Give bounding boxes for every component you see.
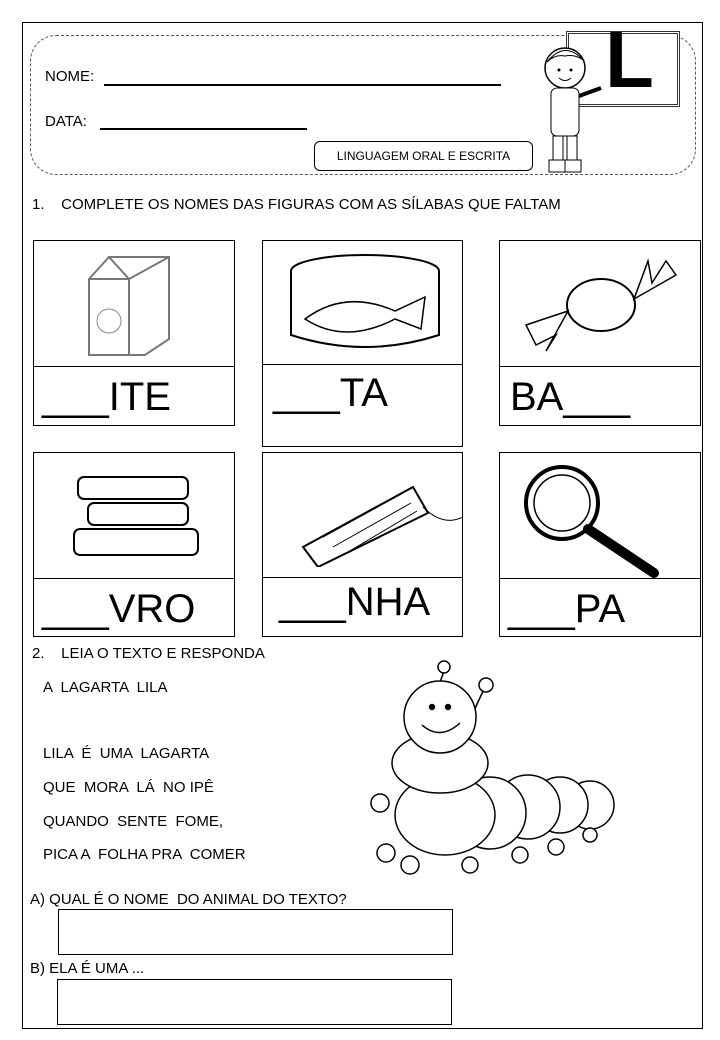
date-label: DATA: [45,113,87,130]
boy-icon [535,40,615,178]
poem-line: QUANDO SENTE FOME, [43,813,224,830]
exercise2-title: 2. LEIA O TEXTO E RESPONDA [32,645,265,662]
milk-carton-icon [79,249,179,361]
card-word: ___ITE [42,375,171,419]
card-word: ___TA [273,371,388,415]
card-milk [33,240,235,426]
subject-badge: LINGUAGEM ORAL E ESCRITA [314,141,533,171]
card-word: BA___ [510,375,631,419]
card-word: ___PA [508,587,626,631]
card-candy [499,240,701,426]
card-word: ___NHA [279,580,431,624]
question-a: A) QUAL É O NOME DO ANIMAL DO TEXTO? [30,891,347,908]
sardine-can-icon [285,249,445,359]
answer-b-box[interactable] [57,979,452,1025]
card-word: ___VRO [42,587,196,631]
name-label: NOME: [45,68,95,85]
card-spool [262,452,463,637]
thread-spool-icon [283,467,463,567]
caterpillar-icon [360,655,630,885]
name-field[interactable] [104,84,501,86]
candy-icon [516,255,686,355]
books-icon [68,469,208,569]
card-magnifier [499,452,701,637]
magnifying-glass-icon [518,461,668,579]
date-field[interactable] [100,128,307,130]
exercise1-title: 1. COMPLETE OS NOMES DAS FIGURAS COM AS SÍLABAS QUE FALTAM [32,196,561,213]
poem-title: A LAGARTA LILA [43,679,168,696]
card-can [262,240,463,447]
answer-a-box[interactable] [58,909,453,955]
question-b: B) ELA É UMA ... [30,960,145,977]
card-books [33,452,235,637]
chalkboard-letter: L [605,15,654,104]
poem-line: QUE MORA LÁ NO IPÊ [43,779,214,796]
poem-line: PICA A FOLHA PRA COMER [43,846,246,863]
poem-line: LILA É UMA LAGARTA [43,745,210,762]
